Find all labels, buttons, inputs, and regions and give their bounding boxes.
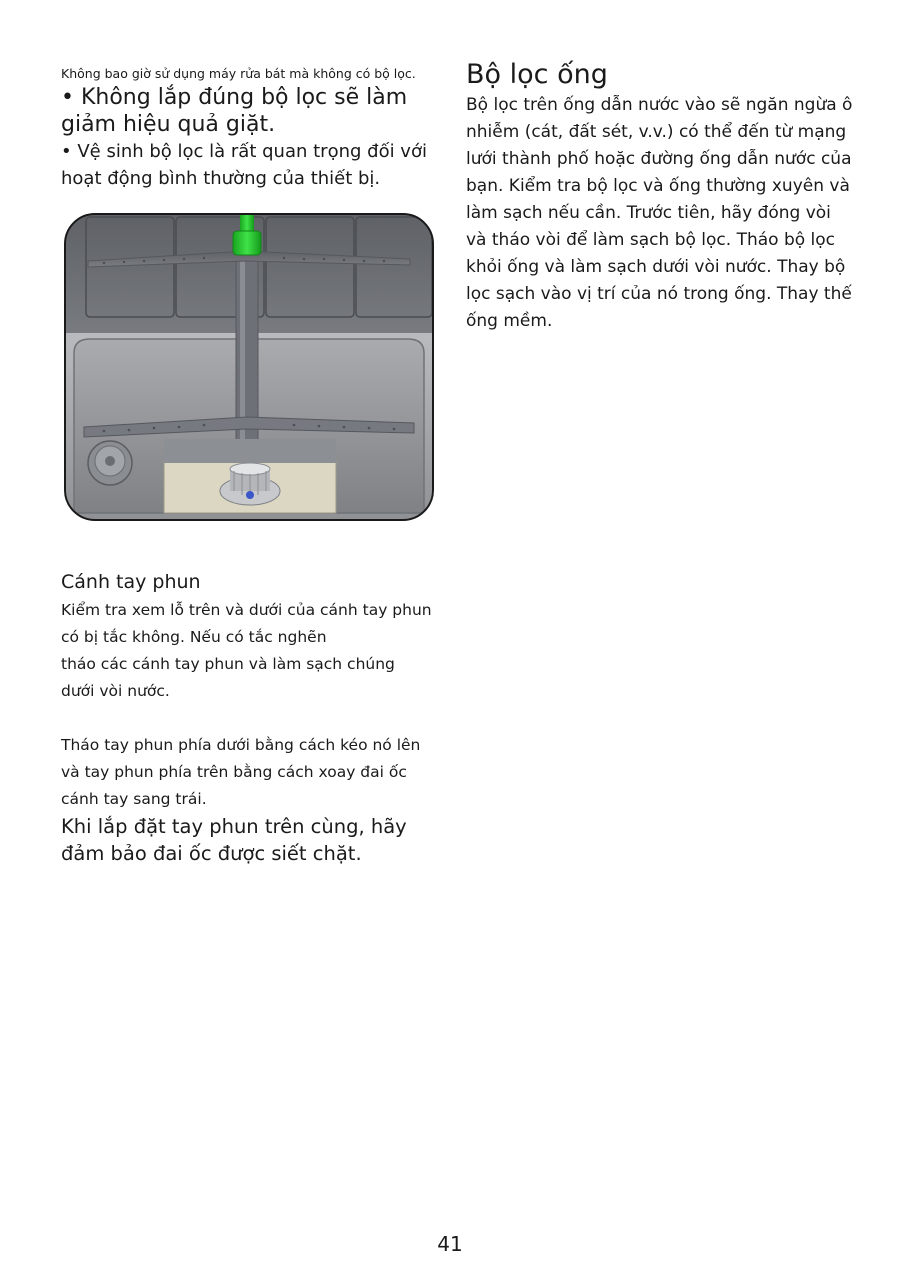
spray-arm-paragraph-2-line-3: cánh tay sang trái. (61, 790, 207, 808)
spray-arm-heading: Cánh tay phun (61, 571, 201, 593)
spray-arm-paragraph-1-line-2: có bị tắc không. Nếu có tắc nghẽn (61, 628, 327, 646)
spray-arm-paragraph-1-line-3: tháo các cánh tay phun và làm sạch chúng (61, 655, 395, 673)
spray-arm-paragraph-2-line-1: Tháo tay phun phía dưới bằng cách kéo nó lên (61, 736, 421, 754)
hose-filter-heading: Bộ lọc ống (466, 59, 608, 90)
filter-warning-note: Không bao giờ sử dụng máy rửa bát mà không có bộ lọc. (61, 66, 416, 81)
hose-filter-section (466, 58, 856, 335)
spray-arm-paragraph-1-line-4: dưới vòi nước. (61, 682, 170, 700)
page-number: 41 (437, 1232, 463, 1256)
spray-arm-paragraph-2-line-2: và tay phun phía trên bằng cách xoay đai ốc (61, 763, 407, 781)
filter-bullet-cleaning: • Vệ sinh bộ lọc là rất quan trọng đối với hoạt động bình thường của thiết bị. (61, 141, 427, 189)
intro-notes (61, 64, 441, 192)
dishwasher-spray-arm-illustration (64, 213, 434, 521)
spray-arm-paragraph-1-line-1: Kiểm tra xem lỗ trên và dưới của cánh tay phun (61, 601, 432, 619)
filter-bullet-efficiency: • Không lắp đúng bộ lọc sẽ làm giảm hiệu quả giặt. (61, 85, 408, 137)
hose-filter-body: Bộ lọc trên ống dẫn nước vào sẽ ngăn ngừa ô nhiễm (cát, đất sét, v.v.) có thể đến từ mạng lưới thành phố hoặc đường ống dẫn nước của bạn. Kiểm tra bộ lọc và ống thường xuyên và làm sạch nếu cần. Trước tiên, hãy đóng vòi và tháo vòi để làm sạch bộ lọc. Tháo bộ lọc khỏi ống và làm sạch dưới vòi nước. Thay bộ lọc sạch vào vị trí của nó trong ống. Thay thế ống mềm. (466, 95, 853, 331)
spray-arm-section (61, 597, 441, 867)
spray-arm-closing-note: Khi lắp đặt tay phun trên cùng, hãy đảm bảo đai ốc được siết chặt. (61, 815, 407, 865)
